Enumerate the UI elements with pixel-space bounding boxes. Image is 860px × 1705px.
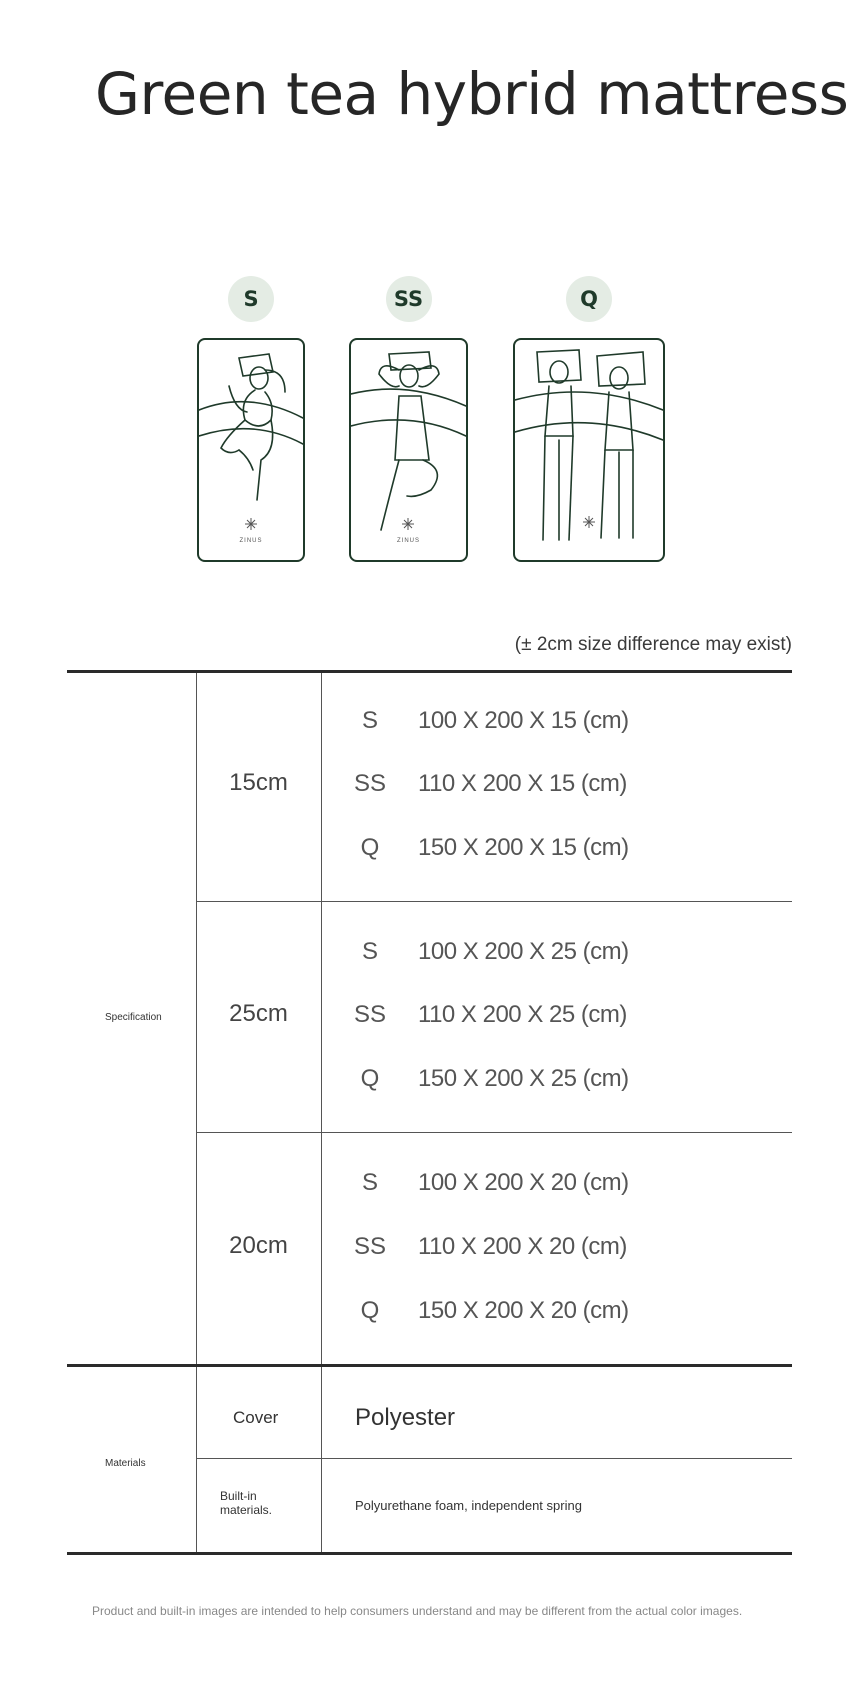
size-code: Q xyxy=(360,834,380,861)
size-code: SS xyxy=(353,1001,386,1028)
dimension-value: 150 X 200 X 20 (cm) xyxy=(418,1297,629,1324)
dimension-value: 110 X 200 X 15 (cm) xyxy=(418,770,627,797)
disclaimer-text: Product and built-in images are intended to help consumers understand and may be different from the actual color images. xyxy=(92,1604,743,1618)
thickness-label: 25cm xyxy=(229,1000,288,1027)
mattress-super-single-illustration xyxy=(349,338,468,562)
built-in-materials-label: Built-in materials. xyxy=(220,1489,273,1517)
mattress-single-illustration xyxy=(197,338,305,562)
specification-label: Specification xyxy=(105,1012,162,1023)
sleeper-illustration xyxy=(351,340,466,560)
size-code: S xyxy=(361,707,378,734)
section-divider xyxy=(67,1364,792,1367)
sleepers-illustration xyxy=(515,340,663,560)
dimension-value: 110 X 200 X 25 (cm) xyxy=(418,1001,627,1028)
column-divider xyxy=(321,673,322,1364)
size-code: SS xyxy=(353,1233,386,1260)
column-divider xyxy=(196,1367,197,1552)
thickness-label: 15cm xyxy=(229,769,288,796)
cover-label: Cover xyxy=(233,1408,279,1427)
dimension-value: 150 X 200 X 25 (cm) xyxy=(418,1065,629,1092)
thickness-label: 20cm xyxy=(229,1232,288,1259)
zinus-logo-icon xyxy=(402,518,414,530)
page-title: Green tea hybrid mattress xyxy=(95,60,849,128)
size-card-ss xyxy=(349,276,468,562)
dimension-value: 100 X 200 X 15 (cm) xyxy=(418,707,629,734)
size-code: Q xyxy=(360,1065,380,1092)
brand-text: ZINUS xyxy=(239,538,263,544)
size-card-q xyxy=(513,276,665,562)
size-badge: S xyxy=(228,276,274,322)
size-card-s xyxy=(197,276,305,562)
materials-label: Materials xyxy=(105,1458,146,1469)
size-code: Q xyxy=(360,1297,380,1324)
zinus-logo-icon xyxy=(245,518,257,530)
size-badge: SS xyxy=(386,276,432,322)
mattress-queen-illustration xyxy=(513,338,665,562)
size-code: SS xyxy=(353,770,386,797)
zinus-logo-icon xyxy=(583,516,595,528)
built-in-materials-value: Polyurethane foam, independent spring xyxy=(355,1498,582,1513)
table-top-border xyxy=(67,670,792,673)
sleeper-illustration xyxy=(199,340,303,560)
dimension-value: 110 X 200 X 20 (cm) xyxy=(418,1233,627,1260)
row-divider xyxy=(196,901,792,902)
row-divider xyxy=(196,1458,792,1459)
column-divider xyxy=(321,1367,322,1552)
dimension-value: 150 X 200 X 15 (cm) xyxy=(418,834,629,861)
row-divider xyxy=(196,1132,792,1133)
size-tolerance-note: (± 2cm size difference may exist) xyxy=(514,634,792,655)
dimension-value: 100 X 200 X 20 (cm) xyxy=(418,1169,629,1196)
size-code: S xyxy=(361,1169,378,1196)
size-code: S xyxy=(361,938,378,965)
table-bottom-border xyxy=(67,1552,792,1555)
size-badge: Q xyxy=(566,276,612,322)
dimension-value: 100 X 200 X 25 (cm) xyxy=(418,938,629,965)
brand-text: ZINUS xyxy=(397,538,420,544)
cover-value: Polyester xyxy=(355,1404,456,1431)
